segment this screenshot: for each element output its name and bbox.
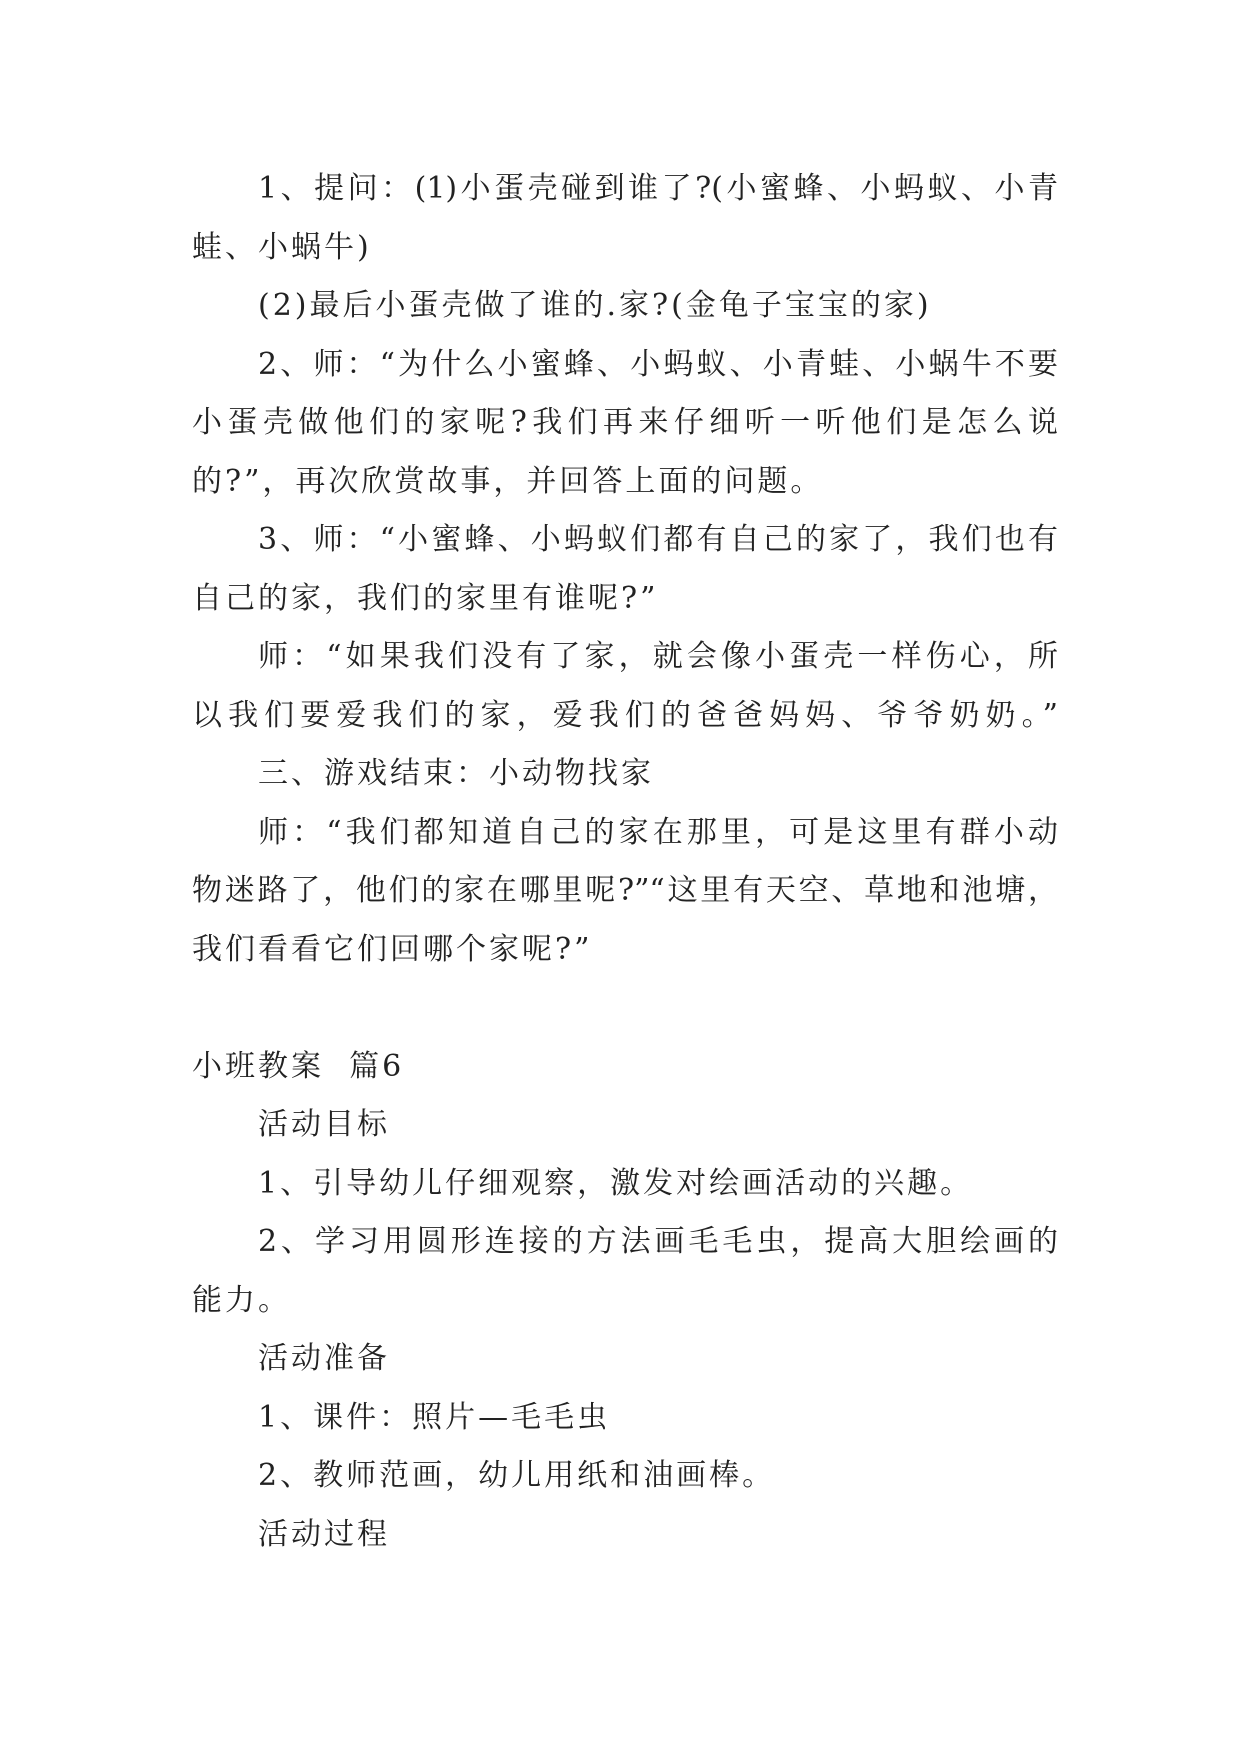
paragraph-line: 蛙、小蜗牛) xyxy=(192,229,372,265)
paragraph-line: 物迷路了，他们的家在哪里呢?”“这里有天空、草地和池塘， xyxy=(192,873,1058,908)
paragraph-line: 1、引导幼儿仔细观察，激发对绘画活动的兴趣。 xyxy=(258,1165,974,1201)
paragraph-line: 2、教师范画，幼儿用纸和油画棒。 xyxy=(258,1458,776,1493)
paragraph xyxy=(192,804,1058,980)
paragraph xyxy=(192,1330,1058,1389)
paragraph xyxy=(192,1096,1058,1155)
section-title: 小班教案 篇6 xyxy=(192,1048,405,1084)
subheading: 活动目标 xyxy=(258,1107,390,1142)
blank-line xyxy=(192,979,1058,1038)
paragraph-line: 师：“如果我们没有了家，就会像小蛋壳一样伤心，所 xyxy=(258,639,1058,674)
paragraph-line: 3、师：“小蜜蜂、小蚂蚁们都有自己的家了，我们也有 xyxy=(258,522,1058,557)
paragraph-line: 2、学习用圆形连接的方法画毛毛虫，提高大胆绘画的 xyxy=(258,1224,1058,1259)
paragraph-line: 小蛋壳做他们的家呢?我们再来仔细听一听他们是怎么说 xyxy=(192,405,1058,440)
paragraph xyxy=(192,1389,1058,1448)
subheading: 活动准备 xyxy=(258,1341,390,1376)
paragraph xyxy=(192,1155,1058,1214)
paragraph xyxy=(192,160,1058,277)
paragraph-line: 的?”，再次欣赏故事，并回答上面的问题。 xyxy=(192,463,824,499)
paragraph xyxy=(192,277,1058,336)
subheading: 活动过程 xyxy=(258,1516,390,1552)
paragraph-line: (2)最后小蛋壳做了谁的.家?(金龟子宝宝的家) xyxy=(258,288,932,323)
paragraph-line: 能力。 xyxy=(192,1282,291,1318)
subheading: 三、游戏结束：小动物找家 xyxy=(258,756,654,791)
paragraph xyxy=(192,1213,1058,1330)
paragraph xyxy=(192,511,1058,628)
paragraph-line: 2、师：“为什么小蜜蜂、小蚂蚁、小青蛙、小蜗牛不要 xyxy=(258,346,1058,382)
paragraph xyxy=(192,628,1058,745)
paragraph xyxy=(192,1506,1058,1565)
paragraph xyxy=(192,745,1058,804)
paragraph-line: 以我们要爱我们的家，爱我们的爸爸妈妈、爷爷奶奶。” xyxy=(192,697,1058,733)
paragraph-line: 自己的家，我们的家里有谁呢?” xyxy=(192,580,659,616)
paragraph-line: 我们看看它们回哪个家呢?” xyxy=(192,931,593,967)
paragraph xyxy=(192,336,1058,512)
previous-section-continuation xyxy=(192,160,1058,979)
paragraph-line: 1、课件：照片—毛毛虫 xyxy=(258,1399,611,1435)
paragraph-line: 1、提问：(1)小蛋壳碰到谁了?(小蜜蜂、小蚂蚁、小青 xyxy=(258,171,1058,206)
paragraph xyxy=(192,1447,1058,1506)
paragraph-line: 师：“我们都知道自己的家在那里，可是这里有群小动 xyxy=(258,814,1058,850)
lesson-plan-section xyxy=(192,1038,1058,1565)
document-body xyxy=(192,160,1058,1564)
